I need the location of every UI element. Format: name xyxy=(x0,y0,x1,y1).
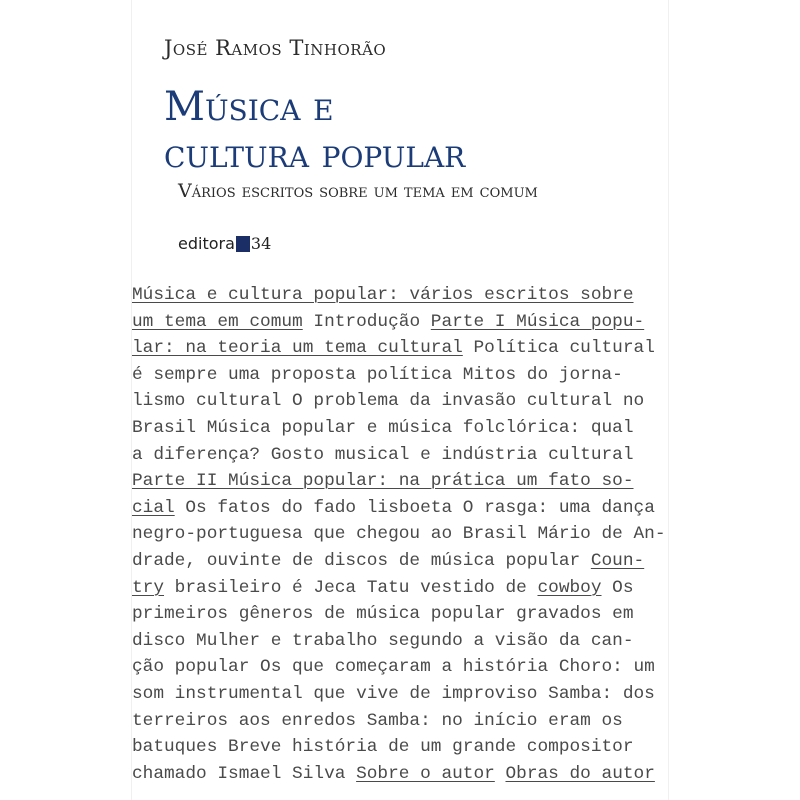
toc-line xyxy=(132,495,668,522)
publisher-number: 34 xyxy=(250,234,272,253)
publisher-name: editora xyxy=(178,234,235,253)
toc-entry-text: som instrumental que vive de improviso Samba: dos xyxy=(132,683,655,704)
publisher-logo xyxy=(178,234,271,253)
toc-line xyxy=(132,761,668,788)
toc-line xyxy=(132,521,668,548)
toc-line xyxy=(132,442,668,469)
book-subtitle: Vários escritos sobre um tema em comum xyxy=(178,180,538,202)
toc-line xyxy=(132,468,668,495)
toc-line xyxy=(132,734,668,761)
toc-section-heading: cial xyxy=(132,497,175,518)
toc-section-heading: lar: na teoria um tema cultural xyxy=(132,338,463,359)
toc-line xyxy=(132,309,668,336)
toc-entry-text: é sempre uma proposta política Mitos do jorna- xyxy=(132,364,623,385)
toc-line xyxy=(132,681,668,708)
toc-line xyxy=(132,654,668,681)
toc-entry-text xyxy=(495,764,506,784)
toc-section-heading: Parte II Música popular: na prática um fato so- xyxy=(132,471,634,492)
toc-line xyxy=(132,282,668,309)
toc-section-heading: um tema em comum xyxy=(132,311,303,332)
toc-line xyxy=(132,575,668,602)
toc-section-heading: Música e cultura popular: vários escritos sobre xyxy=(132,285,634,305)
toc-entry-text: Política cultural xyxy=(462,338,655,359)
toc-line xyxy=(132,601,668,628)
toc-entry-text: Os xyxy=(601,577,634,598)
title-line-1: Música e xyxy=(164,84,334,130)
toc-entry-text: drade, ouvinte de discos de música popular xyxy=(132,550,591,571)
toc-line xyxy=(132,628,668,655)
toc-entry-text: Introdução xyxy=(302,311,431,332)
toc-entry-text: a diferença? Gosto musical e indústria cultural xyxy=(132,444,634,465)
author-name: José Ramos Tinhorão xyxy=(164,36,387,60)
toc-line xyxy=(132,708,668,735)
toc-section-heading: Obras do autor xyxy=(505,763,655,784)
toc-entry-text: Brasil Música popular e música folclórica: qual xyxy=(132,417,634,438)
toc-line xyxy=(132,415,668,442)
toc-entry-text: ção popular Os que começaram a história Choro: um xyxy=(132,657,655,678)
book-title xyxy=(164,84,465,178)
toc-entry-text: disco Mulher e trabalho segundo a visão da can- xyxy=(132,630,634,651)
title-line-2: cultura popular xyxy=(164,131,466,177)
toc-entry-text: primeiros gêneros de música popular gravados em xyxy=(132,604,634,625)
toc-section-heading: Parte I Música popu- xyxy=(430,311,645,332)
toc-section-heading: Coun- xyxy=(590,550,645,571)
book-cover xyxy=(132,0,668,800)
toc-entry-text: terreiros aos enredos Samba: no início eram os xyxy=(132,710,623,731)
publisher-square-icon xyxy=(236,236,250,252)
toc-entry-text: negro-portuguesa que chegou ao Brasil Mário de An- xyxy=(132,524,666,545)
toc-entry-text: brasileiro é Jeca Tatu vestido de xyxy=(164,577,538,598)
toc-section-heading: cowboy xyxy=(537,577,602,598)
toc-entry-text: lismo cultural O problema da invasão cultural no xyxy=(132,391,645,412)
toc-line xyxy=(132,548,668,575)
toc-section-heading: Sobre o autor xyxy=(356,763,495,784)
table-of-contents xyxy=(132,282,668,787)
toc-line xyxy=(132,362,668,389)
toc-line xyxy=(132,388,668,415)
toc-section-heading: try xyxy=(132,577,165,598)
toc-line xyxy=(132,335,668,362)
toc-entry-text: batuques Breve história de um grande compositor xyxy=(132,737,634,758)
toc-entry-text: Os fatos do fado lisboeta O rasga: uma dança xyxy=(174,497,655,518)
toc-entry-text: chamado Ismael Silva xyxy=(132,763,357,784)
